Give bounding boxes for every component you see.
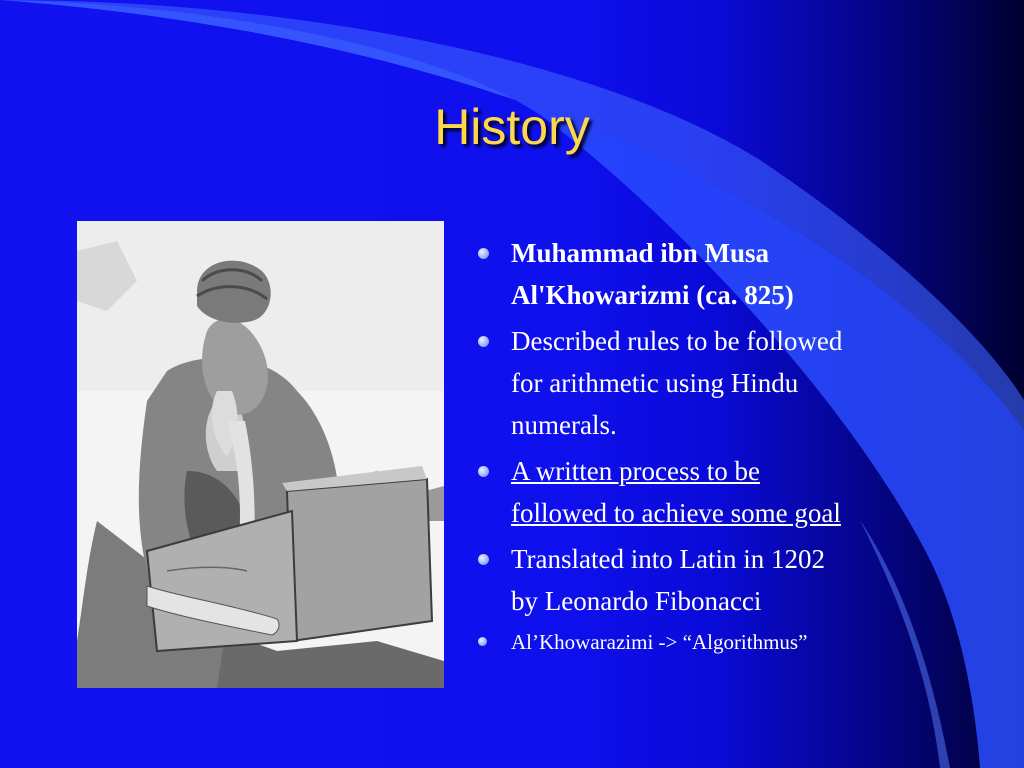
bullet-text: Muhammad ibn Musa [511, 238, 770, 268]
bullet-link[interactable]: A written process to be [511, 456, 760, 486]
list-item [478, 320, 948, 446]
bullet-dot-icon [478, 637, 487, 646]
bullet-text: Al'Khowarizmi (ca. 825) [511, 280, 794, 310]
bullet-text: for arithmetic using Hindu [511, 368, 799, 398]
bullet-text: Translated into Latin in 1202 [511, 544, 825, 574]
slide-title: History [434, 99, 590, 155]
bullet-text: by Leonardo Fibonacci [511, 586, 762, 616]
list-item [478, 232, 948, 316]
bullet-dot-icon [478, 336, 489, 347]
bullet-text: numerals. [511, 410, 617, 440]
bullet-list [478, 232, 948, 662]
bullet-text: Described rules to be followed [511, 326, 843, 356]
bullet-link[interactable]: followed to achieve some goal [511, 498, 841, 528]
bullet-dot-icon [478, 466, 489, 477]
list-item [478, 538, 948, 622]
statue-photo [77, 221, 444, 688]
bullet-text: Al’Khowarazimi -> “Algorithmus” [511, 630, 808, 654]
list-item [478, 626, 948, 658]
bullet-dot-icon [478, 248, 489, 259]
bullet-dot-icon [478, 554, 489, 565]
list-item[interactable] [478, 450, 948, 534]
